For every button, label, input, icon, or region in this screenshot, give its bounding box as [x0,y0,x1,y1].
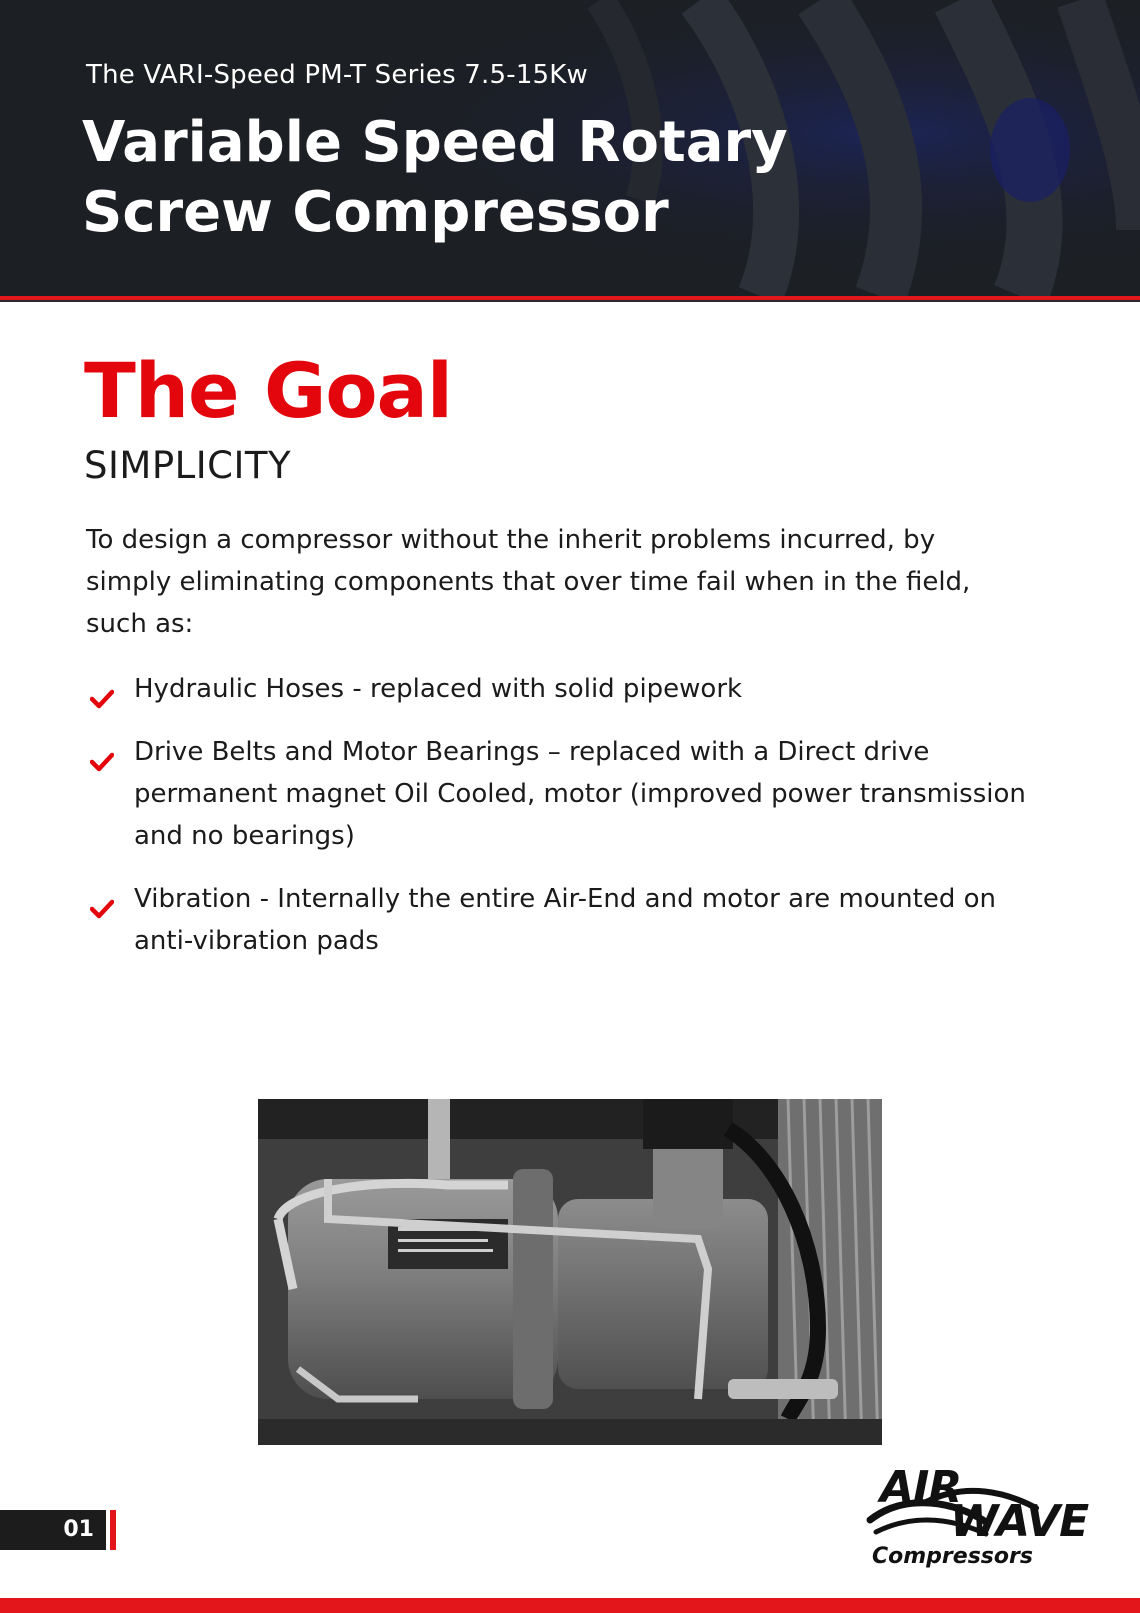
logo-air-text: AIR [880,1462,962,1513]
check-icon [90,743,114,785]
page-title [82,108,982,248]
title-line-1: Variable Speed Rotary [82,110,788,175]
list-item [90,668,1030,710]
list-item-text: Hydraulic Hoses - replaced with solid pipework [134,674,743,704]
list-item-text: Drive Belts and Motor Bearings – replaced with a Direct drive permanent magnet Oil Cooled, motor (improved power transmission and no bearings) [134,737,1026,851]
page-number-marker [110,1510,116,1550]
section-subheading: SIMPLICITY [84,444,292,487]
title-line-2: Screw Compressor [82,180,669,245]
footer-bar [0,1598,1140,1613]
series-label: The VARI-Speed PM-T Series 7.5-15Kw [86,60,589,90]
check-icon [90,680,114,722]
section-heading: The Goal [84,346,452,435]
intro-paragraph: To design a compressor without the inherit problems incurred, by simply eliminating components that over time fail when in the field, such as: [86,525,971,639]
logo-wave-text: WAVE [950,1496,1089,1547]
header-banner [0,0,1140,296]
feature-list [90,668,1030,983]
page-number-tab [0,1510,106,1550]
airwave-logo [866,1462,1089,1572]
list-item-text: Vibration - Internally the entire Air-End and motor are mounted on anti-vibration pads [134,884,996,956]
list-item [90,731,1030,857]
page-number: 01 [63,1517,94,1542]
compressor-photo [258,1099,882,1445]
check-icon [90,890,114,932]
list-item [90,878,1030,962]
logo-compressors-text: Compressors [872,1544,1033,1569]
header-divider-dark [0,300,1140,302]
